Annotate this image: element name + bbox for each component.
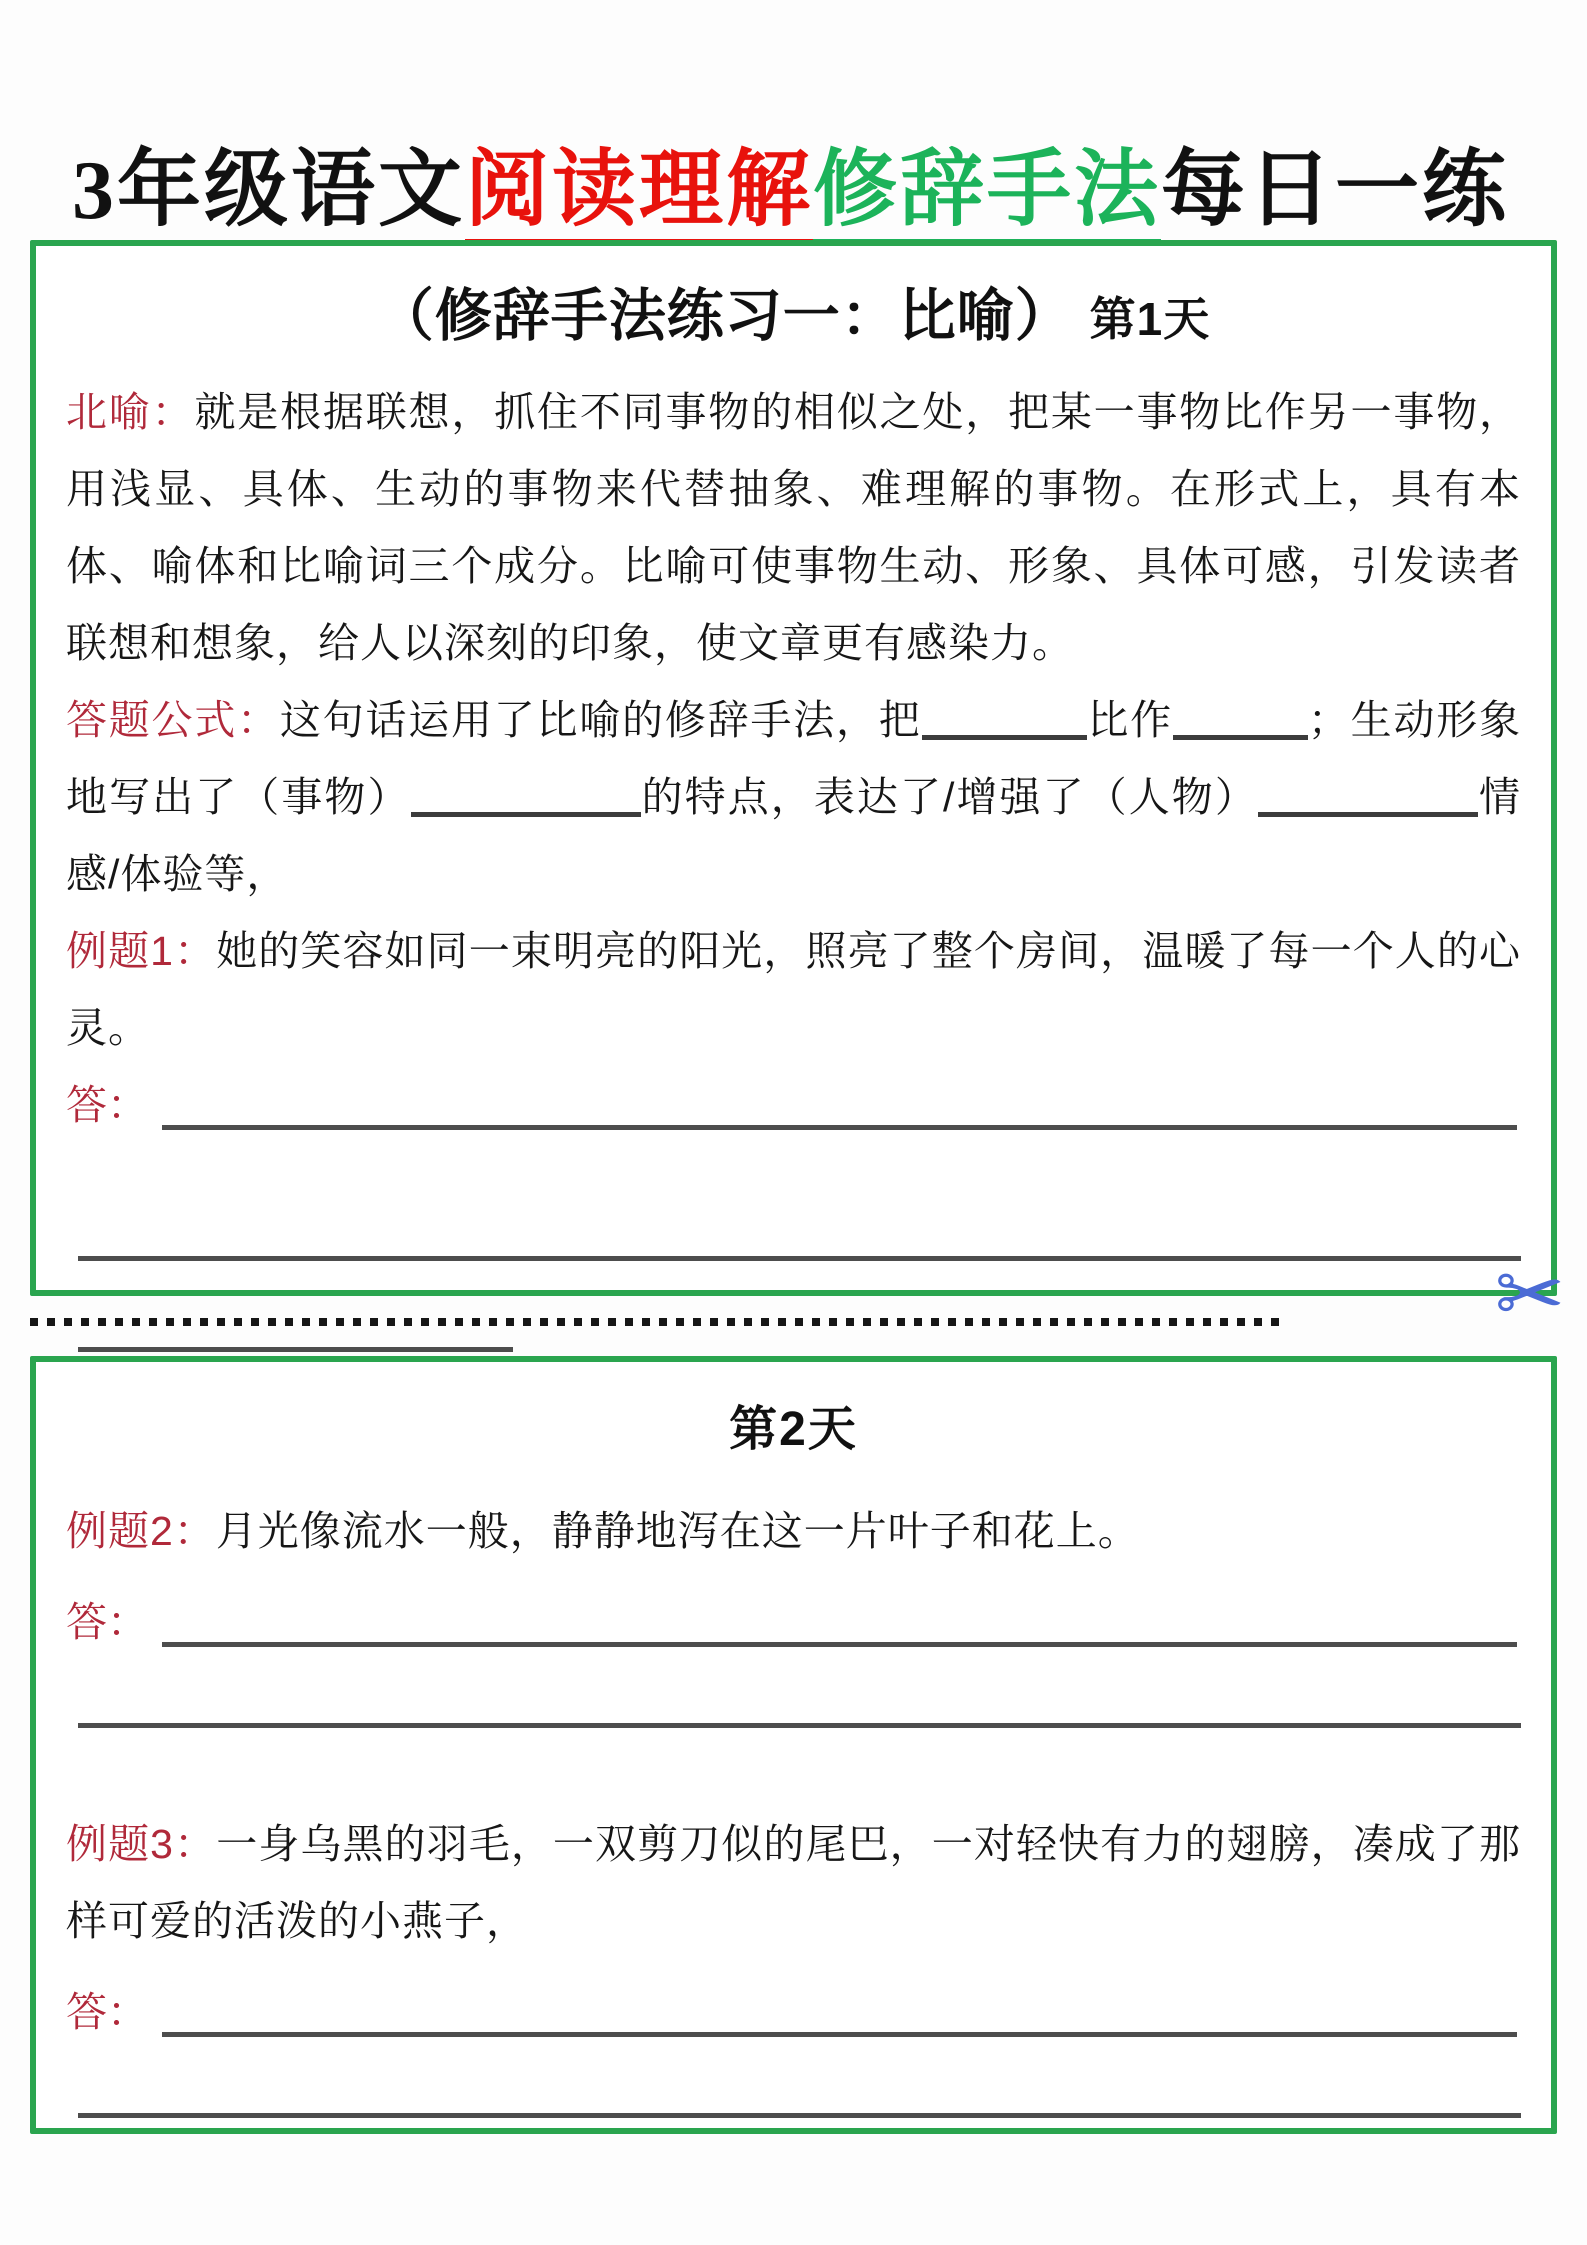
formula-seg3: ；生动形象地写出了（事物） xyxy=(66,697,1522,820)
example1-label: 例题1： xyxy=(66,928,217,974)
definition-text: 就是根据联想，抓住不同事物的相似之处，把某一事物比作另一事物，用浅显、具体、生动的事物来代替抽象、难理解的事物。在形式上，具有本体、喻体和比喻词三个成分。比喻可使事物生动、形象、具体可感，引发读者联想和想象，给人以深刻的印象，使文章更有感染力。 xyxy=(66,389,1522,666)
formula-paragraph xyxy=(66,682,1521,913)
example1-text: 她的笑容如同一束明亮的阳光，照亮了整个房间，温暖了每一个人的心灵。 xyxy=(66,928,1521,1051)
fill-blank-4 xyxy=(1258,782,1478,817)
title-part-reading: 阅读理解 xyxy=(465,144,813,248)
title-part-rhetoric: 修辞手法 xyxy=(813,144,1161,248)
example3-text: 一身乌黑的羽毛，一双剪刀似的尾巴，一对轻快有力的翅膀，凑成了那样可爱的活泼的小燕子， xyxy=(66,1821,1521,1944)
scissors-icon: ✂ xyxy=(1494,1247,1565,1341)
day1-answer-label: 答： xyxy=(66,1082,148,1128)
day2-answer-line-1 xyxy=(162,1642,1517,1647)
day2-answer-line-4 xyxy=(78,2113,1521,2118)
day2-answer-row-2 xyxy=(66,1974,1521,2051)
example2-paragraph xyxy=(66,1493,1521,1570)
page-title xyxy=(72,122,1532,243)
day2-answer-line-3 xyxy=(162,2032,1517,2037)
definition-label: 北喻： xyxy=(66,389,195,435)
formula-seg2: 比作 xyxy=(1086,697,1173,743)
day1-answer-line-2 xyxy=(78,1256,1521,1261)
day1-heading xyxy=(66,270,1521,352)
day1-answer-line-1 xyxy=(162,1125,1517,1130)
cut-line xyxy=(30,1318,1286,1326)
example3-paragraph xyxy=(66,1806,1521,1960)
example2-text: 月光像流水一般，静静地泻在这一片叶子和花上。 xyxy=(215,1508,1140,1554)
day1-heading-text: （修辞手法练习一：比喻） xyxy=(376,284,1073,348)
example1-paragraph xyxy=(66,913,1521,1067)
day1-day-label: 第1天 xyxy=(1089,293,1211,345)
formula-seg4: 的特点，表达了/增强了（人物） xyxy=(640,774,1258,820)
day2-answer-row-1 xyxy=(66,1584,1521,1661)
formula-label: 答题公式： xyxy=(66,697,280,743)
title-part-daily: 每日一练 xyxy=(1161,144,1510,238)
fill-blank-2 xyxy=(1173,705,1308,740)
title-part-grade: 3年级语文 xyxy=(72,144,466,238)
example2-label: 例题2： xyxy=(66,1508,216,1554)
day2-card xyxy=(30,1356,1557,2134)
example3-label: 例题3： xyxy=(66,1821,217,1867)
day2-answer-label-2: 答： xyxy=(66,1989,148,2035)
fill-blank-3 xyxy=(411,782,641,817)
definition-paragraph xyxy=(66,374,1521,682)
day2-answer-line-2 xyxy=(78,1723,1521,1728)
fill-blank-1 xyxy=(922,705,1087,740)
formula-seg1: 这句话运用了比喻的修辞手法，把 xyxy=(279,697,922,743)
day2-day-label: 第2天 xyxy=(729,1403,858,1456)
day1-card xyxy=(30,240,1565,1341)
day1-answer-line-3 xyxy=(78,1347,513,1352)
day1-answer-row xyxy=(66,1067,1521,1144)
day2-answer-label-1: 答： xyxy=(66,1599,148,1645)
formula-seg5: 情感/体验等， xyxy=(66,774,1522,897)
